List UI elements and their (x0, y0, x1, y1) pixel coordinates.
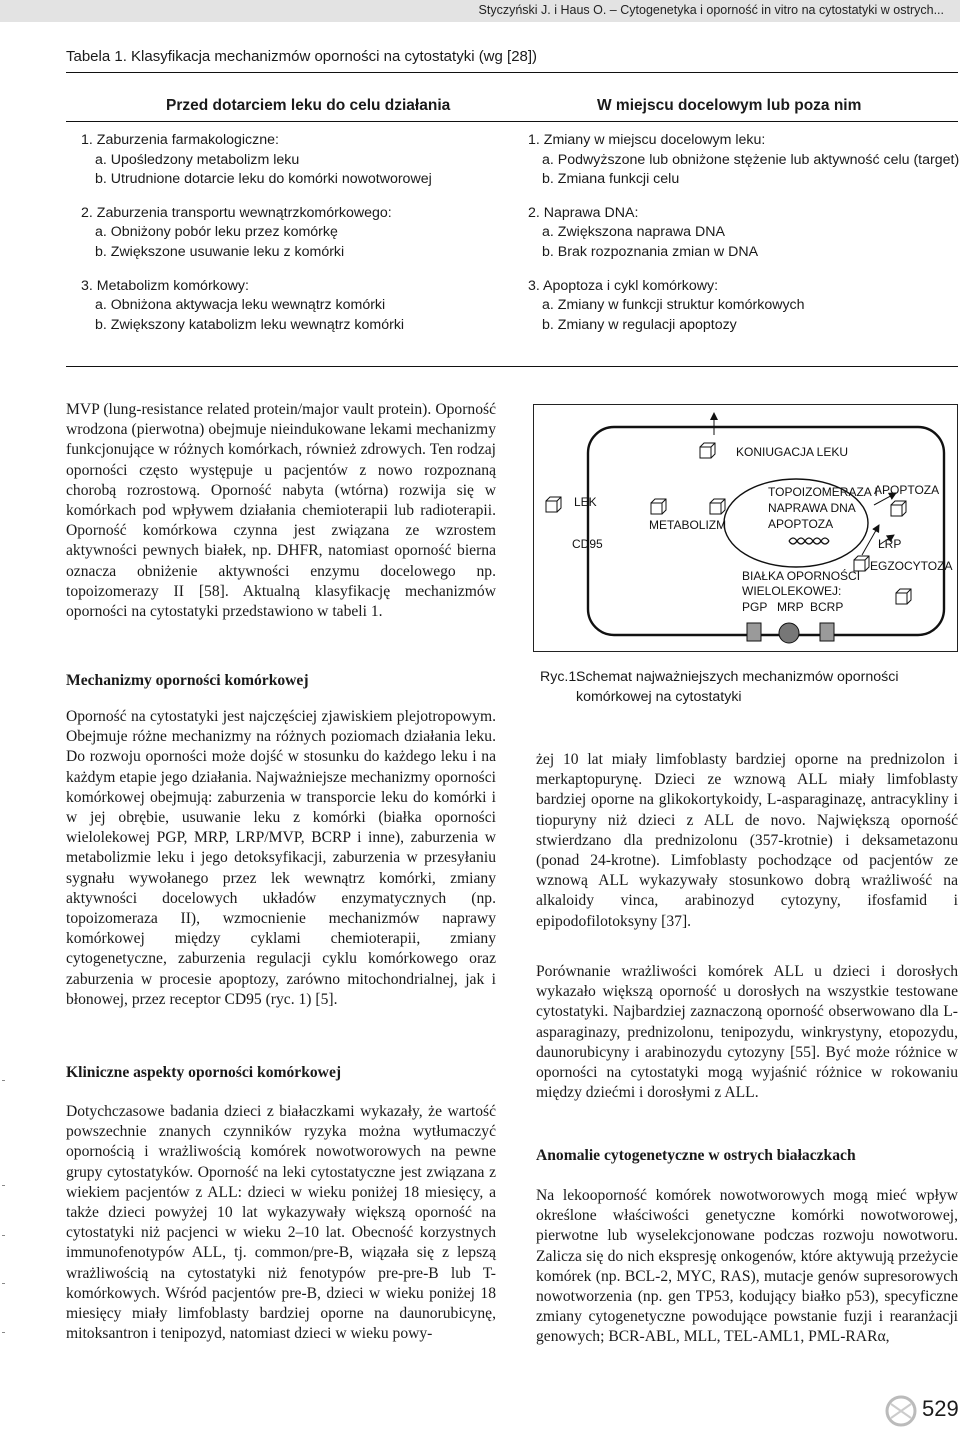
table-cell: a. Upośledzony metabolizm leku (95, 151, 300, 168)
right-paragraph-3 (536, 1186, 958, 1348)
right-text-3: Na lekooporność komórek nowotworowych mogą mieć wpływ określone właściwości genetyczne komórki nowotworowej, pierwotne lub wyselekcjonowane podczas rozwoju nowotworu. Zalicza się do nich ekspresję onkogenów, które aktywują przeżycie komórek (np. BCL-2, MYC, RAS), mutacje genów supresorowych nowotworzenia (np. gen TP53, kodujący białko p53), specyficzne zmiany cytogenetyczne powodujące powstanie fuzji i rearanżacji genowych; BCR-ABL, MLL, TEL-AML1, PML-RARα, (536, 1187, 958, 1346)
table-left-column (81, 131, 521, 349)
label-cd95: CD95 (572, 537, 603, 551)
table-right-group (528, 204, 948, 263)
table-cell: 1. Zaburzenia farmakologiczne: (81, 132, 279, 148)
table-cell: a. Zwiększona naprawa DNA (542, 224, 725, 241)
table-cell: 3. Metabolizm komórkowy: (81, 277, 249, 294)
table-left-group (81, 277, 521, 336)
table-cell: a. Obniżona aktywacja leku wewnątrz komórki (95, 297, 386, 314)
journal-logo-icon (882, 1394, 920, 1428)
label-topoizomeraza: TOPOIZOMERAZA I (768, 485, 878, 499)
mechanisms-text: Oporność na cytostatyki jest najczęściej zjawiskiem plejotropowym. Obejmuje różne mechanizmy na różnych poziomach działania leku. Do rozwoju oporności może dojść w stosunku do każdego leku i na każdym etapie jego działania. Najważniejsze mechanizmy oporności komórkowej obejmują: zaburzenia w transporcie leku do komórki i w jej obrębie, usuwanie leku z komórki (białka oporności wielolekowej PGP, MRP, LRP/MVP, BCRP i inne), zaburzenia w metabolizmie leku i jego detoksyfikacji, zaburzenia w przesyłaniu sygnału wywołanego przez lek wewnątrz komórki, zmiany aktywności docelowych układów enzymatycznych (np. topoizomeraza II), wzmocnienie mechanizmów naprawy komórkowej między cyklami chemioterapii, zmiany cytogenetyczne, zaburzenia regulacji cyklu komórkowego oraz zaburzenia w procesie apoptozy, zarówno mitochondrialnej, jak i błonowej, przez receptor CD95 (ryc. 1) [5]. (66, 708, 496, 1008)
table-cell: 2. Zaburzenia transportu wewnątrzkomórkowego: (81, 204, 392, 221)
label-lrp: LRP (878, 537, 902, 551)
drug-cube-icon (896, 589, 911, 604)
margin-mark (2, 1185, 5, 1186)
arrow (862, 525, 879, 555)
table-right-group (528, 131, 960, 190)
table-cell: b. Utrudnione dotarcie leku do komórki nowotworowej (95, 171, 432, 188)
left-intro-paragraph (66, 400, 496, 622)
right-paragraph-1 (536, 750, 958, 932)
margin-mark (2, 1332, 5, 1333)
table-cell: b. Zwiększony katabolizm leku wewnątrz komórki (95, 316, 405, 333)
table-right-group (528, 277, 948, 336)
intro-text: MVP (lung-resistance related protein/major vault protein). Oporność wrodzona (pierwotna) obejmuje nieindukowane lekami mechanizmy funkcjonujące w różnych komórkach, również zdrowych. Ten rodzaj oporności często występuje u pacjentów z nowo rozpoznaną chorobą rozrostową. Oporność nabyta (wtórna) rozwija się w komórkach pod wpływem działania chemioterapii lub radioterapii. Oporność komórkowa czynna jest związana ze wzrostem aktywności pewnych białek, np. DHFR, natomiast oporność bierna oznacza obniżenie aktywności enzymu docelowego np. topoizomerazy II [58]. Aktualną klasyfikację mechanizmów oporności na cytostatyki przedstawiono w tabeli 1. (66, 401, 496, 621)
table-cell: 1. Zmiany w miejscu docelowym leku: (528, 132, 766, 148)
table-cell: b. Zmiany w regulacji apoptozy (542, 316, 737, 333)
label-pgp: PGP (742, 600, 768, 614)
bcrp-pump (820, 623, 834, 641)
drug-cube-icon (891, 501, 906, 516)
drug-cube-icon (546, 497, 561, 512)
mechanisms-paragraph (66, 707, 496, 1010)
drug-cube-icon (700, 443, 715, 458)
margin-mark (2, 1080, 5, 1081)
table-caption: Tabela 1. Klasyfikacja mechanizmów oporności na cytostatyki (wg [28]) (66, 48, 538, 65)
running-header (0, 0, 960, 22)
table-bottom-rule (66, 366, 958, 367)
label-egzocytoza: EGZOCYTOZA (870, 559, 953, 573)
table-left-group (81, 131, 521, 190)
figure-caption-label: Ryc.1. (540, 669, 581, 685)
section-heading-clinical: Kliniczne aspekty oporności komórkowej (66, 1064, 342, 1081)
clinical-text: Dotychczasowe badania dzieci z białaczkami wykazały, że wartość powszechnie znanych czynników ryzyka można wytłumaczyć opornością i wrażliwością komórek nowotworowych na pewne grupy cytostatyków. Oporność na leki cytostatyczne jest związana z wiekiem pacjentów z ALL: dzieci w wieku poniżej 18 miesięcy, a także dzieci powyżej 10 lat wykazywały większą oporność na cytostatyki niż pacjenci w wieku 2–10 lat. Obecność korzystnych immunofenotypów ALL, tj. common/pre-B, wiązała się z lepszą wrażliwością na cytostatyki niż fenotypów pre-pre-B lub T-komórkowych. Wśród pacjentów pre-B, dzieci w wieku poniżej 18 miesięcy miały limfoblasty bardziej oporne na daunorubicynę, mitoksantron i tenipozyd, natomiast dzieci w wieku powy- (66, 1103, 496, 1343)
table-cell: b. Brak rozpoznania zmian w DNA (542, 243, 759, 260)
section-heading-cytogenetic: Anomalie cytogenetyczne w ostrych białaczkach (536, 1147, 856, 1164)
table-cell: b. Zmiana funkcji celu (542, 171, 680, 188)
figure-caption (540, 667, 960, 705)
running-title: Styczyński J. i Haus O. – Cytogenetyka i oporność in vitro na cytostatyki w ostrych... (478, 3, 944, 17)
table-cell: a. Zmiany w funkcji struktur komórkowych (542, 297, 805, 314)
table-left-header: Przed dotarciem leku do celu działania (166, 97, 451, 114)
drug-cube-icon (651, 499, 666, 514)
label-apoptoza-inner: APOPTOZA (768, 517, 834, 531)
section-heading-mechanisms: Mechanizmy oporności komórkowej (66, 672, 309, 689)
mrp-pump (779, 623, 799, 643)
label-metabolizm: METABOLIZM (649, 518, 727, 532)
label-koniugacja: KONIUGACJA LEKU (736, 445, 849, 459)
label-bialka-opornosci: BIAŁKA OPORNOŚCI (742, 569, 861, 583)
figure-frame (533, 404, 958, 652)
table-top-rule (66, 72, 958, 73)
label-bcrp: BCRP (810, 600, 844, 614)
label-wielolekowej: WIELOLEKOWEJ: (742, 584, 842, 598)
page-number: 529 (922, 1396, 959, 1421)
margin-mark (2, 1235, 5, 1236)
label-lek: LEK (574, 495, 597, 509)
label-mrp: MRP (777, 600, 804, 614)
label-apoptoza: APOPTOZA (874, 483, 940, 497)
drug-cube-icon (710, 499, 725, 514)
pgp-pump (747, 623, 761, 641)
table-header-rule (66, 121, 958, 122)
table-cell: 3. Apoptoza i cykl komórkowy: (528, 277, 719, 294)
right-paragraph-2 (536, 962, 958, 1103)
table-left-group (81, 204, 521, 263)
table-cell: b. Zwiększone usuwanie leku z komórki (95, 243, 345, 260)
table-cell: a. Obniżony pobór leku przez komórkę (95, 224, 338, 241)
table-cell: a. Podwyższone lub obniżone stężenie lub aktywność celu (target) (542, 151, 960, 168)
label-naprawa-dna: NAPRAWA DNA (768, 501, 856, 515)
table-right-column (528, 131, 960, 349)
figure-diagram (534, 405, 959, 653)
margin-mark (2, 1283, 5, 1284)
table-cell: 2. Naprawa DNA: (528, 204, 639, 221)
right-text-2: Porównanie wrażliwości komórek ALL u dzieci i dorosłych wykazało większą oporność u dorosłych na wszystkie testowane cytostatyki. Najbardziej zaznaczoną oporność obserwowano dla L-asparaginazy, prednizolonu, tenipozydu, winkrystyny, etopozydu, daunorubicyny i arabinozydu cytozyny [55]. Być może różnice w oporności na cytostatyki mogą wyjaśnić różnice w rokowaniu między dziećmi i dorosłymi z ALL. (536, 963, 958, 1102)
dna-helix-icon (789, 538, 829, 544)
table-right-header: W miejscu docelowym lub poza nim (597, 97, 862, 114)
right-text-1: żej 10 lat miały limfoblasty bardziej oporne na prednizolon i merkaptopurynę. Dzieci ze wznową ALL miały limfoblasty bardziej oporne na glikokortykoidy, L-asparaginazę, antracykliny i tiopuryny niż dzieci z ALL de novo. Największą oporność stwierdzano dla prednizolonu (357-krotnie) i deksametazonu (ponad 24-krotne). Limfoblasty pochodzące od pacjentów ze wznową ALL wykazywały stosunkowo dobrą wrażliwość na alkaloidy vinca, arabinozyd cytozyny, ifosfamid i epipodofilotoksyny [37]. (536, 751, 958, 930)
clinical-paragraph (66, 1102, 496, 1344)
figure-caption-text: Schemat najważniejszych mechanizmów oporności komórkowej na cytostatyki (576, 669, 899, 705)
